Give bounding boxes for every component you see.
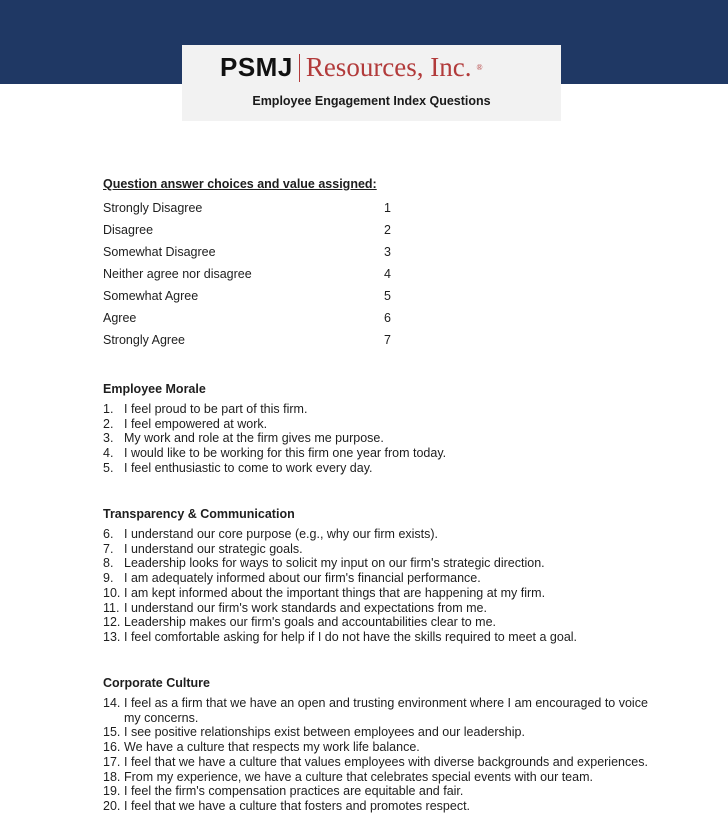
question-number: 4. [103,446,114,461]
answer-choice-row [103,329,403,351]
question-item [103,784,663,799]
question-number: 7. [103,541,114,556]
question-text: I feel empowered at work. [124,416,268,431]
answer-choice-label: Strongly Agree [103,333,185,347]
section-heading: Corporate Culture [103,676,210,690]
question-number: 12. [103,615,121,630]
question-number: 6. [103,527,114,541]
answer-choice-value: 6 [384,311,391,325]
question-text: My work and role at the firm gives me purpose. [124,431,384,446]
question-text: I understand our strategic goals. [124,541,303,556]
answer-choice-value: 2 [384,223,391,237]
question-text: I feel the firm's compensation practices are equitable and fair. [124,784,464,799]
question-number: 11. [103,600,120,615]
question-number: 10. [103,585,121,600]
logo-name: Resources, Inc. [305,52,472,82]
question-item [103,601,663,616]
question-number: 15. [103,725,121,740]
question-text: I feel enthusiastic to come to work every day. [124,460,373,475]
answer-choice-label: Neither agree nor disagree [103,267,252,281]
question-item [103,696,663,725]
question-item [103,725,663,740]
section-transparency-communication [103,505,663,645]
question-number: 16. [103,740,121,755]
question-number: 17. [103,754,121,769]
answer-choice-row [103,197,403,219]
answer-choice-value: 1 [384,201,391,215]
question-item [103,586,663,601]
logo-mark: PSMJ [220,52,293,82]
answer-choice-value: 5 [384,289,391,303]
question-text: I feel proud to be part of this firm. [124,402,308,416]
answer-choice-row [103,285,403,307]
question-number: 13. [103,629,121,644]
answer-choices-block [103,175,403,351]
question-item [103,740,663,755]
psmj-logo [220,52,483,84]
section-heading: Employee Morale [103,382,206,396]
question-item [103,417,663,432]
question-number: 14. [103,696,121,710]
question-text: From my experience, we have a culture that celebrates special events with our team. [124,769,593,784]
question-number: 8. [103,556,114,571]
question-number: 5. [103,460,114,475]
question-item [103,799,663,814]
question-text: We have a culture that respects my work life balance. [124,740,420,755]
question-item [103,556,663,571]
document-title: Employee Engagement Index Questions [252,94,491,108]
answer-choice-row [103,307,403,329]
question-text: I feel as a firm that we have an open and trusting environment where I am encouraged to voice my concerns. [124,696,648,725]
question-number: 2. [103,416,114,431]
answer-choice-row [103,263,403,285]
header-card [182,45,561,121]
question-number: 3. [103,431,114,446]
registered-mark: ® [476,63,483,72]
question-text: I see positive relationships exist between employees and our leadership. [124,725,525,740]
question-text: I feel comfortable asking for help if I do not have the skills required to meet a goal. [124,629,578,644]
answer-choice-value: 3 [384,245,391,259]
question-number: 9. [103,571,114,586]
answer-choices-heading: Question answer choices and value assigned: [103,177,377,191]
answer-choice-label: Disagree [103,223,154,237]
question-item [103,446,663,461]
answer-choice-row [103,219,403,241]
section-heading: Transparency & Communication [103,507,295,521]
question-number: 1. [103,402,114,416]
question-number: 20. [103,798,121,813]
logo-divider [299,54,300,82]
section-corporate-culture [103,674,663,814]
question-item [103,770,663,785]
question-item [103,431,663,446]
answer-choice-value: 4 [384,267,391,281]
question-item [103,571,663,586]
question-text: I would like to be working for this firm one year from today. [124,446,447,461]
question-text: Leadership looks for ways to solicit my input on our firm's strategic direction. [124,556,545,571]
question-text: I am kept informed about the important things that are happening at my firm. [124,585,546,600]
question-number: 18. [103,769,121,784]
question-text: I feel that we have a culture that fosters and promotes respect. [124,798,471,813]
answer-choice-label: Somewhat Disagree [103,245,216,259]
question-text: I am adequately informed about our firm's financial performance. [124,571,481,586]
question-item [103,615,663,630]
question-item [103,527,663,542]
question-item [103,630,663,645]
section-employee-morale [103,380,663,476]
answer-choice-label: Somewhat Agree [103,289,199,303]
question-text: Leadership makes our firm's goals and accountabilities clear to me. [124,615,497,630]
question-item [103,542,663,557]
answer-choice-label: Agree [103,311,137,325]
answer-choice-value: 7 [384,333,391,347]
question-number: 19. [103,784,121,799]
question-item [103,755,663,770]
question-text: I understand our core purpose (e.g., why our firm exists). [124,527,439,541]
question-item [103,402,663,417]
question-text: I feel that we have a culture that values employees with diverse backgrounds and experiences. [124,754,648,769]
question-text: I understand our firm's work standards and expectations from me. [124,600,487,615]
answer-choice-label: Strongly Disagree [103,201,203,215]
answer-choice-row [103,241,403,263]
question-item [103,461,663,476]
